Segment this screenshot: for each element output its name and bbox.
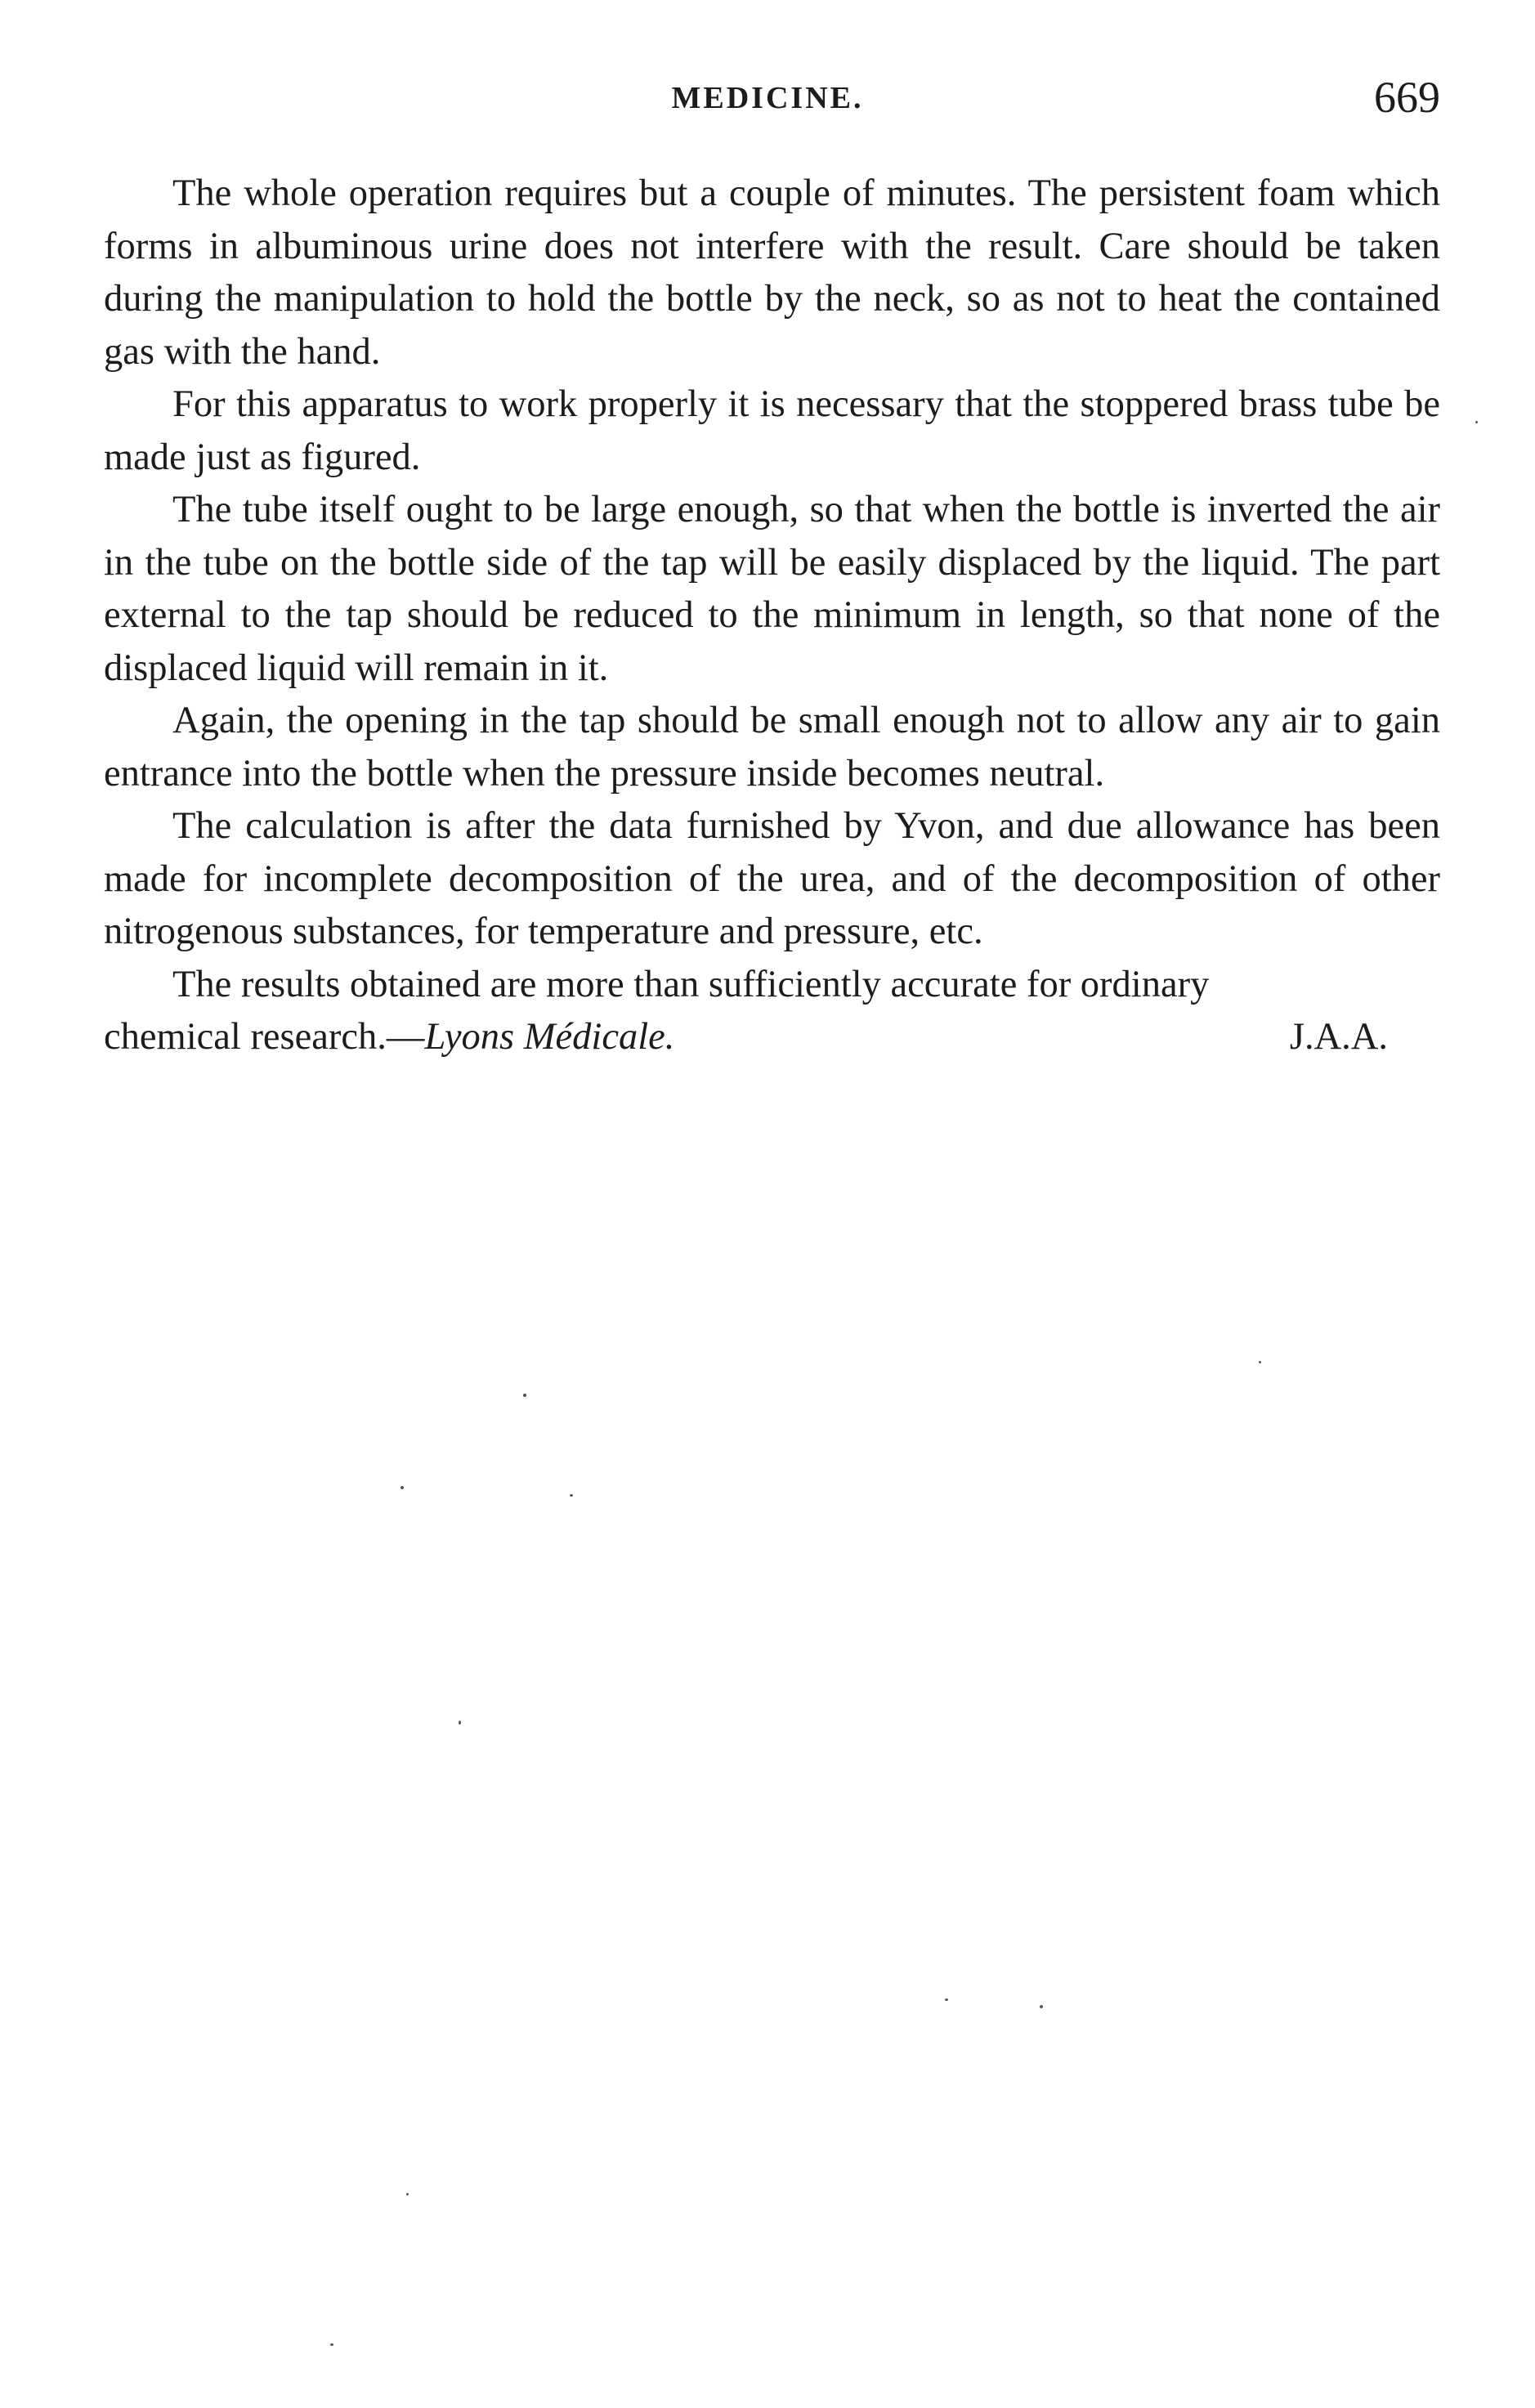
scan-speck bbox=[1259, 1361, 1261, 1363]
paragraph: The tube itself ought to be large enough, so that when the bottle is inverted the air in the tube on the bottle side of the tap will be easily displaced by the liquid. The part external to the tap should be reduced to the minimum in length, so that none of the displaced liquid will remain in it. bbox=[104, 489, 1440, 689]
scan-speck bbox=[330, 2343, 333, 2346]
closing-line-two bbox=[104, 1011, 1440, 1064]
scan-speck bbox=[406, 2193, 409, 2195]
scan-speck bbox=[945, 1998, 948, 2001]
scan-speck bbox=[459, 1721, 461, 1725]
citation bbox=[104, 1011, 674, 1064]
author-initials: J.A.A. bbox=[1289, 1016, 1388, 1058]
paragraph: For this apparatus to work properly it is necessary that the stoppered brass tube be made just as figured. bbox=[104, 383, 1440, 478]
scan-speck bbox=[1040, 2005, 1043, 2008]
paragraph: The whole operation requires but a couple of minutes. The persistent foam which forms in albuminous urine does not interfere with the result. Care should be taken during the manipulation to hold the bottle by the neck, so as not to heat the contained gas with the hand. bbox=[104, 172, 1440, 373]
paragraph: The calculation is after the data furnished by Yvon, and due allowance has been made for incomplete decomposition of the urea, and of the decomposition of other nitrogenous substances, for temperature and pressure, etc. bbox=[104, 805, 1440, 952]
running-title: MEDICINE. bbox=[671, 81, 864, 115]
closing-text: chemical research.— bbox=[104, 1016, 425, 1058]
page-number: 669 bbox=[1374, 73, 1440, 122]
closing-line-one: The results obtained are more than sufficiently accurate for ordinary bbox=[172, 963, 1210, 1005]
running-head bbox=[0, 72, 1535, 137]
scan-speck bbox=[523, 1394, 526, 1397]
scan-speck bbox=[570, 1494, 573, 1497]
scan-speck bbox=[401, 1486, 404, 1489]
body-text bbox=[104, 168, 1440, 1064]
source-title: Lyons Médicale. bbox=[424, 1016, 675, 1058]
scan-speck bbox=[1475, 421, 1478, 423]
closing-paragraph bbox=[104, 959, 1440, 1064]
paragraph: Again, the opening in the tap should be small enough not to allow any air to gain entrance into the bottle when the pressure inside becomes neutral. bbox=[104, 700, 1440, 794]
